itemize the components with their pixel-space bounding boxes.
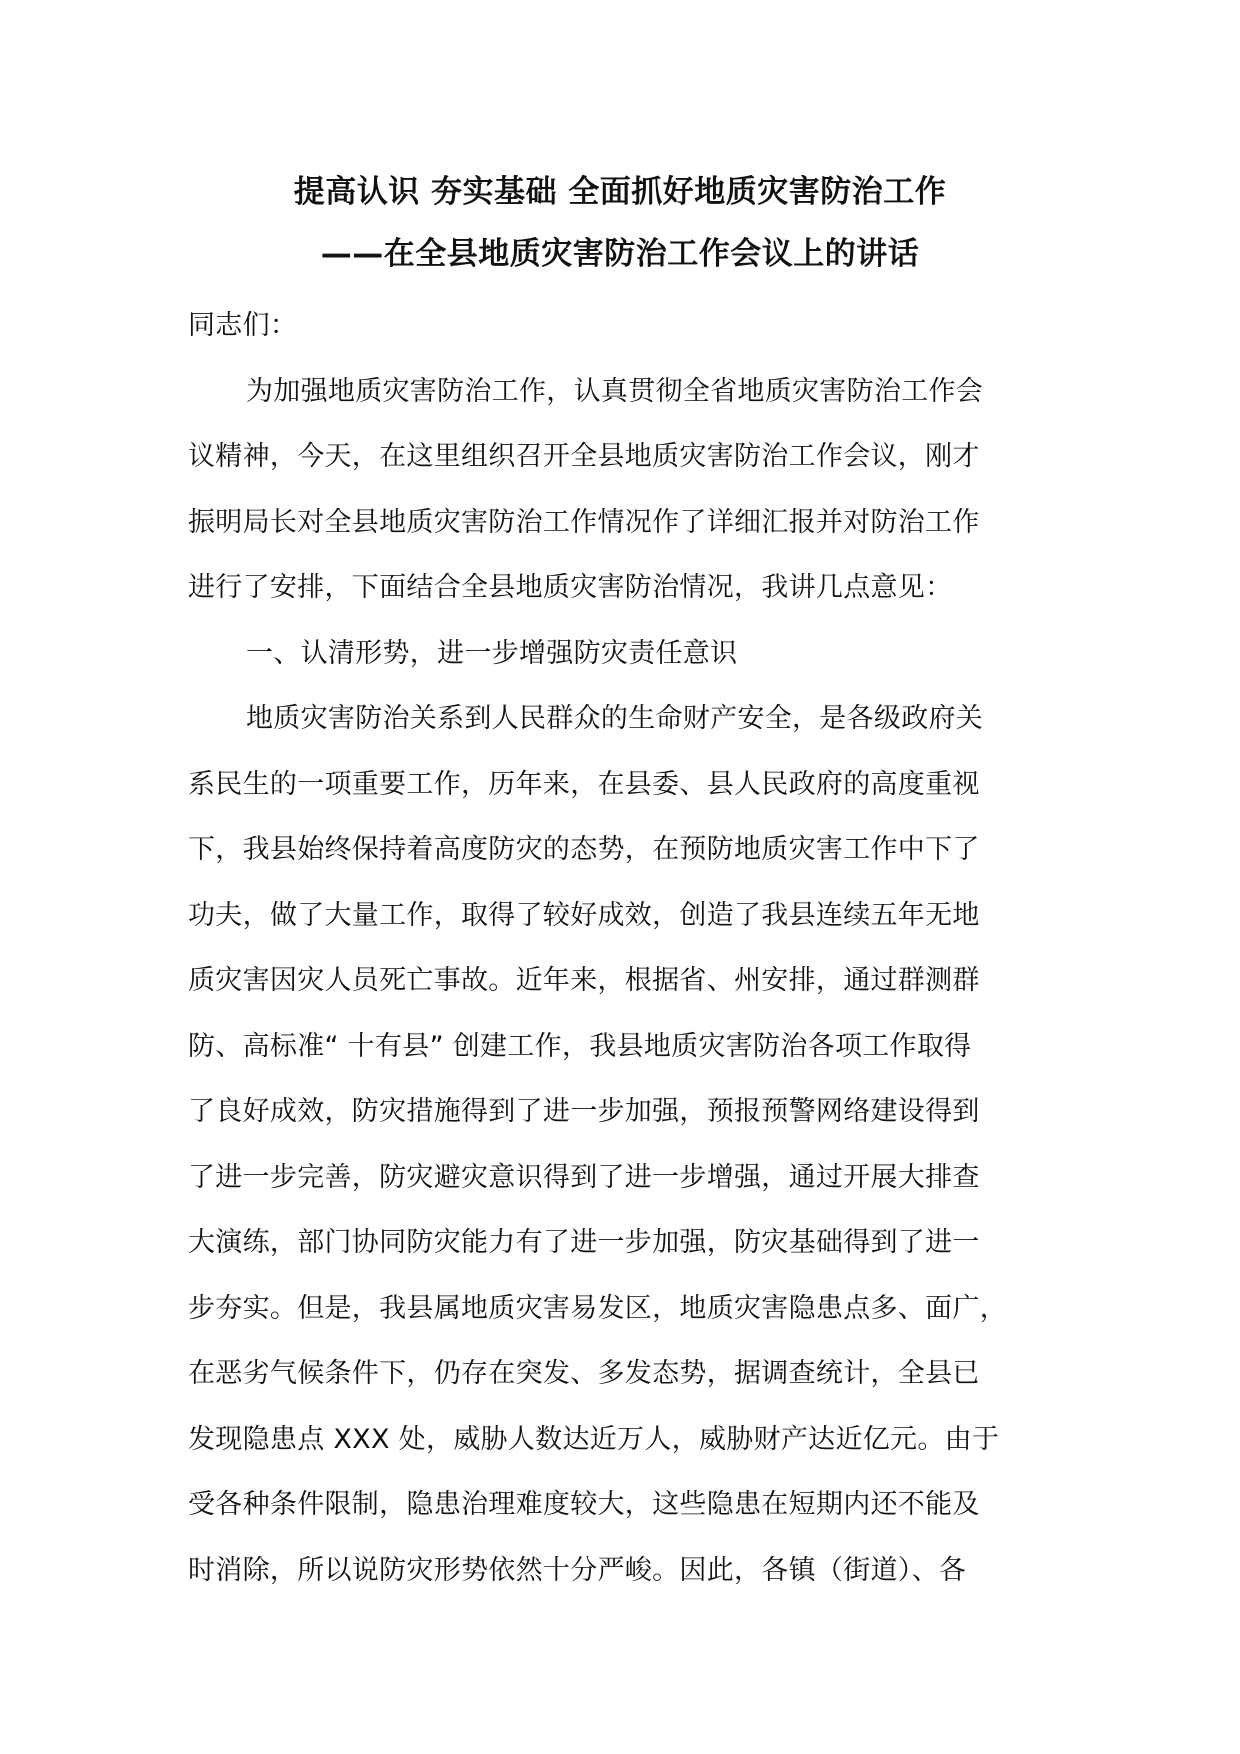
document-subtitle: ——在全县地质灾害防治工作会议上的讲话 bbox=[320, 236, 920, 272]
paragraph-line: 质灾害因灾人员死亡事故。近年来，根据省、州安排，通过群测群 bbox=[188, 965, 980, 996]
paragraph-line: 了良好成效，防灾措施得到了进一步加强，预报预警网络建设得到 bbox=[188, 1096, 980, 1127]
paragraph-line: 地质灾害防治关系到人民群众的生命财产安全，是各级政府关 bbox=[246, 703, 984, 734]
salutation-line: 同志们： bbox=[188, 310, 298, 341]
paragraph-line: 了进一步完善，防灾避灾意识得到了进一步增强，通过开展大排查 bbox=[188, 1161, 980, 1193]
paragraph-line: 受各种条件限制，隐患治理难度较大，这些隐患在短期内还不能及 bbox=[188, 1489, 980, 1520]
paragraph-line: 时消除，所以说防灾形势依然十分严峻。因此，各镇（街道）、各 bbox=[188, 1554, 967, 1586]
paragraph-line: 下，我县始终保持着高度防灾的态势，在预防地质灾害工作中下了 bbox=[188, 834, 980, 865]
paragraph-line: 功夫，做了大量工作，取得了较好成效，创造了我县连续五年无地 bbox=[188, 899, 980, 931]
paragraph-line: 大演练，部门协同防灾能力有了进一步加强，防灾基础得到了进一 bbox=[188, 1227, 980, 1258]
paragraph-line: 步夯实。但是，我县属地质灾害易发区，地质灾害隐患点多、面广， bbox=[188, 1292, 1007, 1324]
document-title: 提高认识 夯实基础 全面抓好地质灾害防治工作 bbox=[293, 174, 947, 210]
paragraph-line: 进行了安排，下面结合全县地质灾害防治情况，我讲几点意见： bbox=[188, 572, 953, 603]
paragraph-line: 议精神，今天，在这里组织召开全县地质灾害防治工作会议，刚才 bbox=[188, 441, 980, 472]
paragraph-line: 系民生的一项重要工作，历年来，在县委、县人民政府的高度重视 bbox=[188, 768, 980, 800]
section-heading: 一、认清形势，进一步增强防灾责任意识 bbox=[246, 637, 738, 669]
paragraph-line: 为加强地质灾害防治工作，认真贯彻全省地质灾害防治工作会 bbox=[246, 375, 984, 407]
paragraph-line: 在恶劣气候条件下，仍存在突发、多发态势，据调查统计，全县已 bbox=[188, 1358, 980, 1389]
paragraph-line: 发现隐患点 XXX 处，威胁人数达近万人，威胁财产达近亿元。由于 bbox=[188, 1423, 1000, 1455]
paragraph-line: 防、高标准“ 十有县” 创建工作，我县地质灾害防治各项工作取得 bbox=[188, 1030, 972, 1062]
paragraph-line: 振明局长对全县地质灾害防治工作情况作了详细汇报并对防治工作 bbox=[188, 506, 980, 538]
title-block bbox=[0, 172, 1240, 274]
speech-body bbox=[188, 306, 1088, 1616]
